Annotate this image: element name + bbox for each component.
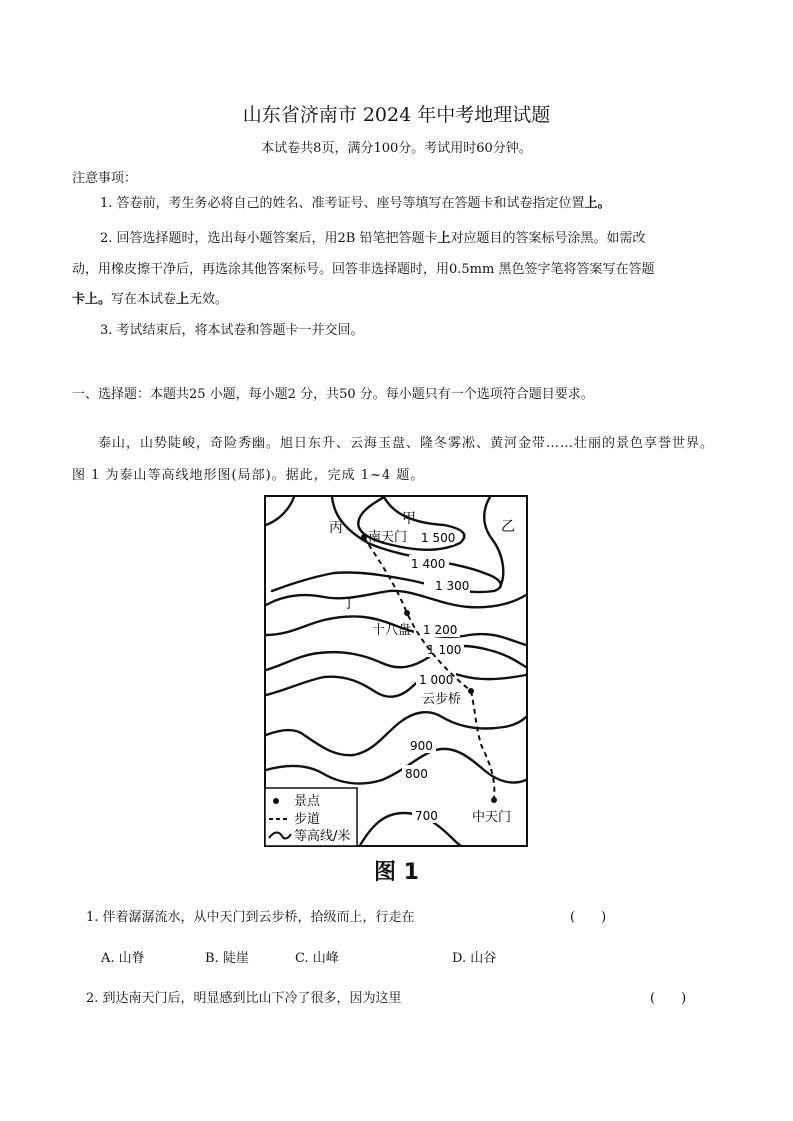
- contour-label-1300: 1 300: [435, 579, 470, 593]
- contour-label-1100: 1 100: [427, 643, 462, 657]
- question-1-option-b: B. 陡崖: [205, 951, 249, 966]
- map-legend: [265, 788, 357, 846]
- exam-info: 本试卷共8页，满分100分。考试用时60分钟。: [261, 141, 532, 156]
- label-yunbuqiao: 云步桥: [422, 692, 462, 707]
- label-ding: 丁: [342, 596, 356, 612]
- spot-zhongtianmen-dot: [491, 797, 497, 803]
- contour-label-1200: 1 200: [423, 623, 458, 637]
- legend-spot: 景点: [294, 794, 321, 809]
- spot-shibapan-dot: [404, 610, 410, 616]
- reading-passage: 泰山，山势陡峻，奇险秀幽。旭日东升、云海玉盘、隆冬雾凇、黄河金带……壮丽的景色享誉世界。图 1 为泰山等高线地形图(局部)。据此，完成 1~4 题。: [72, 436, 715, 483]
- label-yi: 乙: [501, 519, 515, 535]
- legend-spot-symbol: [273, 798, 279, 804]
- contour-label-1400: 1 400: [411, 557, 446, 571]
- notice-item-1: 1. 答卷前，考生务必将自己的姓名、准考证号、座号等填写在答题卡和试卷指定位置上。: [100, 196, 611, 211]
- contour-map: [264, 495, 528, 847]
- legend-trail: 步道: [294, 812, 321, 827]
- section-heading: 一、选择题：本题共25 小题，每小题2 分，共50 分。每小题只有一个选项符合题目要求。: [72, 387, 594, 402]
- notice-item-2-line-1: 2. 回答选择题时，选出每小题答案后，用2B 铅笔把答题卡上对应题目的答案标号涂黑。如需改: [100, 231, 646, 246]
- question-1-answer-bracket: ( ): [570, 910, 607, 925]
- legend-contour: 等高线/米: [294, 829, 351, 844]
- contour-label-1000: 1 000: [419, 673, 454, 687]
- contour-label-800: 800: [405, 767, 428, 781]
- label-nantianmen: 南天门: [368, 530, 408, 545]
- contour-label-1500: 1 500: [421, 531, 456, 545]
- label-shibapan: 十八盘: [372, 623, 412, 638]
- notice-item-3: 3. 考试结束后，将本试卷和答题卡一并交回。: [100, 323, 364, 338]
- question-2-text: 2. 到达南天门后，明显感到比山下冷了很多，因为这里: [86, 991, 402, 1006]
- figure-caption: 图 1: [374, 860, 419, 885]
- question-1-option-a: A. 山脊: [101, 951, 145, 966]
- question-2-answer-bracket: ( ): [650, 991, 687, 1006]
- spot-nantianmen-dot: [361, 534, 367, 540]
- notice-heading: 注意事项：: [72, 171, 138, 186]
- label-bing: 丙: [329, 520, 343, 536]
- label-jia: 甲: [402, 511, 416, 527]
- notice-item-2-line-3: 卡上。写在本试卷上无效。: [72, 292, 229, 307]
- contour-label-900: 900: [410, 739, 433, 753]
- page-title: 山东省济南市 2024 年中考地理试题: [242, 104, 551, 126]
- label-zhongtianmen: 中天门: [472, 810, 512, 825]
- question-1-text: 1. 伴着潺潺流水，从中天门到云步桥，拾级而上，行走在: [86, 910, 415, 925]
- contour-label-700: 700: [415, 809, 438, 823]
- question-1-option-d: D. 山谷: [452, 951, 497, 966]
- notice-item-2-line-2: 动，用橡皮擦干净后，再选涂其他答案标号。回答非选择题时，用0.5mm 黑色签字笔将答案写在答题: [72, 262, 655, 277]
- spot-yunbuqiao-dot: [468, 688, 474, 694]
- question-1-option-c: C. 山峰: [295, 951, 339, 966]
